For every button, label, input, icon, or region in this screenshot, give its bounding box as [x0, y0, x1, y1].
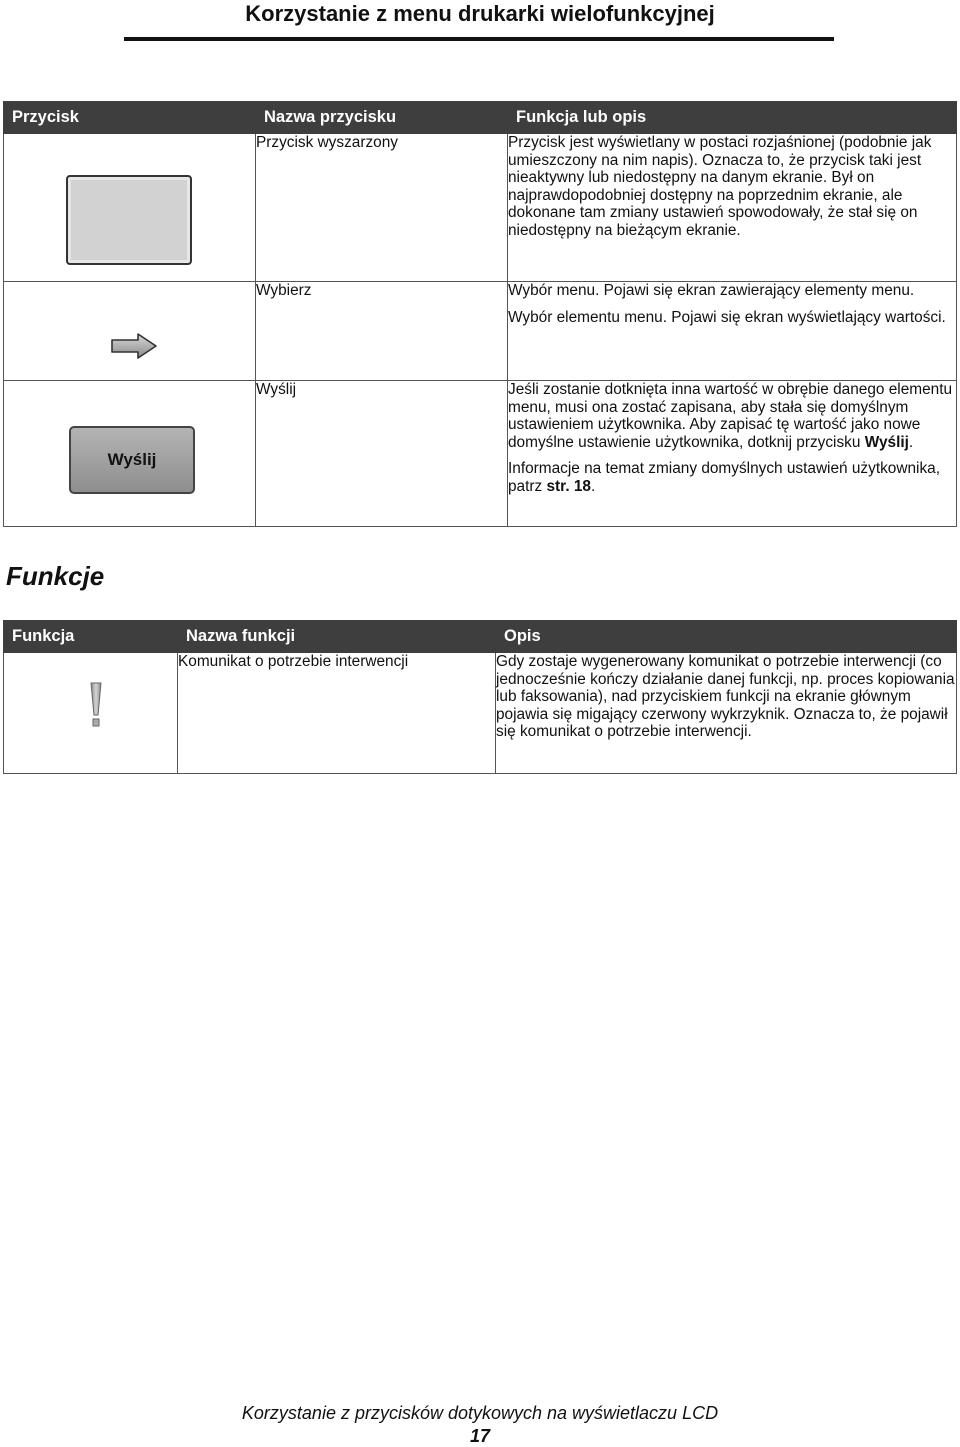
description-text: Jeśli zostanie dotknięta inna wartość w obrębie danego elementu menu, musi ona zostać zapisana, aby stała się domyślnym ustawieniem użytkownika. Aby zapisać tę wartość jako nowe domyślne ustawienie użytkownika, dotknij przycisku Wyślij.	[508, 381, 953, 451]
description-text: Wybór elementu menu. Pojawi się ekran wyświetlający wartości.	[508, 308, 946, 326]
button-name-cell: Wyślij	[256, 381, 508, 527]
right-arrow-icon	[110, 332, 158, 365]
column-header-feature-name: Nazwa funkcji	[178, 621, 496, 653]
description-cell	[496, 653, 957, 774]
footer-title: Korzystanie z przycisków dotykowych na wyświetlaczu LCD	[241, 1403, 719, 1423]
feature-name-cell: Komunikat o potrzebie interwencji	[178, 653, 496, 774]
icon-cell	[4, 653, 178, 774]
table-row	[4, 381, 957, 527]
send-button-label: Wyślij	[107, 450, 157, 470]
send-button-icon	[69, 426, 195, 494]
column-header-feature: Funkcja	[4, 621, 178, 653]
table-row	[4, 282, 957, 381]
button-name-cell: Przycisk wyszarzony	[256, 134, 508, 282]
page-reference-link[interactable]: str. 18	[546, 477, 591, 495]
table-row	[4, 653, 957, 774]
description-text: Gdy zostaje wygenerowany komunikat o potrzebie interwencji (co jednocześnie kończy działanie danej funkcji, np. proces kopiowania lub faksowania), nad przyciskiem funkcji na ekranie głównym pojawia się migający czerwony wykrzyknik. Oznacza to, że pojawił się komunikat o potrzebie interwencji.	[496, 653, 955, 740]
column-header-description: Opis	[496, 621, 957, 653]
description-text: Przycisk jest wyświetlany w postaci rozjaśnionej (podobnie jak umieszczony na nim napis). Oznacza to, że przycisk taki jest nieaktywny lub niedostępny na danym ekranie. Był on najprawdopodobniej dostępny na poprzednim ekranie, ale dokonane tam zmiany ustawień spowodowały, że stał się on niedostępny na bieżącym ekranie.	[508, 134, 932, 239]
table-row	[4, 134, 957, 282]
buttons-table-header	[4, 102, 957, 134]
description-cell	[508, 282, 957, 381]
column-header-button: Przycisk	[4, 102, 256, 134]
description-text: Wybór menu. Pojawi się ekran zawierający elementy menu.	[508, 282, 915, 299]
features-table-header	[4, 621, 957, 653]
description-cell	[508, 381, 957, 527]
icon-cell	[4, 381, 256, 527]
header-divider	[124, 37, 834, 41]
page-number: 17	[469, 1426, 491, 1446]
column-header-button-name: Nazwa przycisku	[256, 102, 508, 134]
page-header-title: Korzystanie z menu drukarki wielofunkcyjnej	[245, 1, 715, 26]
buttons-table	[3, 101, 957, 527]
description-text: Informacje na temat zmiany domyślnych ustawień użytkownika, patrz str. 18.	[508, 460, 940, 495]
icon-cell	[4, 134, 256, 282]
greyed-out-button-icon	[66, 175, 192, 265]
button-name-cell: Wybierz	[256, 282, 508, 381]
column-header-function: Funkcja lub opis	[508, 102, 957, 134]
section-title: Funkcje	[6, 561, 105, 591]
exclamation-icon	[88, 681, 104, 734]
description-cell	[508, 134, 957, 282]
features-table	[3, 620, 957, 774]
icon-cell	[4, 282, 256, 381]
